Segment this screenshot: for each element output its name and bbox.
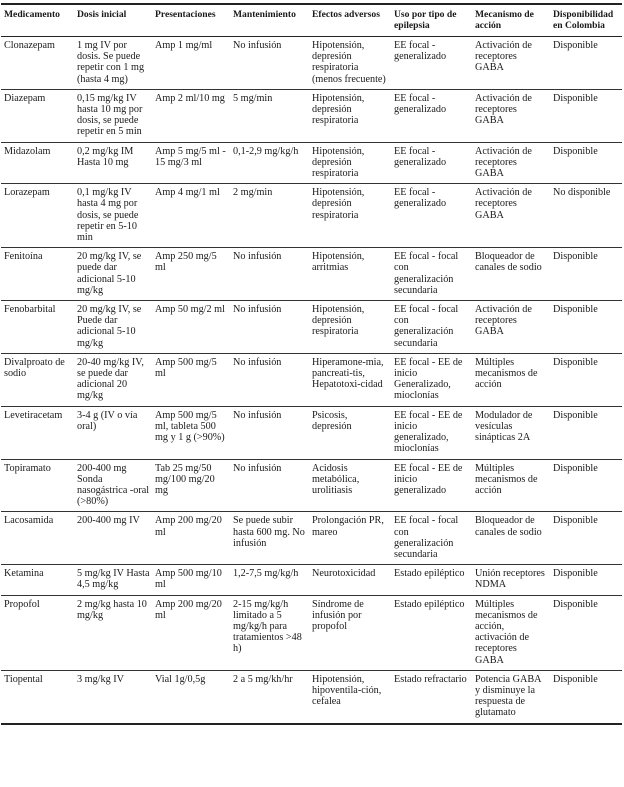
cell-disponibilidad: Disponible: [553, 409, 598, 421]
cell-dosis-inicial: 5 mg/kg IV Hasta 4,5 mg/kg: [77, 568, 150, 591]
cell-efectos-adversos: Hipotensión, depresión respiratoria: [312, 92, 365, 127]
cell-dosis-inicial: 20 mg/kg IV, se puede dar adicional 5-10 mg/kg: [77, 251, 142, 296]
cell-mantenimiento: 5 mg/min: [233, 92, 273, 104]
cell-uso-epilepsia: EE focal -generalizado: [394, 187, 447, 210]
table-row: [1, 184, 622, 248]
cell-mecanismo-accion: Múltiples mecanismos de acción: [475, 462, 538, 496]
cell-presentaciones: Amp 500 mg/5 ml, tableta 500 mg y 1 g (>90%): [155, 409, 225, 444]
cell-mantenimiento: Se puede subir hasta 600 mg. No infusión: [233, 515, 305, 549]
cell-dosis-inicial: 20-40 mg/kg IV, se puede dar adicional 20 mg/kg: [77, 356, 144, 402]
header-dosis-inicial: Dosis inicial: [77, 9, 127, 20]
table-row: [1, 248, 622, 301]
cell-efectos-adversos: Neurotoxicidad: [312, 568, 376, 580]
header-mecanismo-accion: Mecanismo de acción: [475, 9, 534, 31]
cell-disponibilidad: Disponible: [553, 568, 598, 580]
cell-presentaciones: Amp 250 mg/5 ml: [155, 251, 217, 274]
cell-presentaciones: Vial 1g/0,5g: [155, 673, 206, 685]
cell-uso-epilepsia: EE focal -generalizado: [394, 92, 447, 116]
cell-mecanismo-accion: Bloqueador de canales de sodio: [475, 515, 542, 538]
cell-mecanismo-accion: Activación de receptores GABA: [475, 92, 532, 127]
cell-mantenimiento: No infusión: [233, 251, 282, 263]
cell-uso-epilepsia: EE focal -generalizado: [394, 40, 447, 63]
cell-disponibilidad: Disponible: [553, 40, 598, 51]
cell-mantenimiento: No infusión: [233, 40, 282, 51]
cell-medicamento: Lorazepam: [4, 187, 50, 199]
cell-presentaciones: Amp 50 mg/2 ml: [155, 304, 225, 316]
cell-disponibilidad: Disponible: [553, 251, 598, 263]
cell-disponibilidad: Disponible: [553, 304, 598, 316]
cell-mantenimiento: No infusión: [233, 304, 282, 316]
cell-efectos-adversos: Psicosis, depresión: [312, 409, 352, 432]
cell-mecanismo-accion: Múltiples mecanismos de acción, activación de receptores GABA: [475, 598, 538, 666]
cell-mecanismo-accion: Activación de receptores GABA: [475, 304, 532, 338]
table-row: [1, 301, 622, 354]
table-header: [1, 4, 622, 37]
cell-uso-epilepsia: EE focal - EE de inicio generalizado, mioclonías: [394, 409, 463, 455]
cell-presentaciones: Amp 5 mg/5 ml - 15 mg/3 ml: [155, 145, 226, 168]
cell-dosis-inicial: 200-400 mg Sonda nasogástrica -oral (>80%): [77, 462, 150, 508]
cell-disponibilidad: Disponible: [553, 145, 598, 157]
cell-presentaciones: Amp 500 mg/10 ml: [155, 568, 222, 591]
table-body: [1, 37, 622, 724]
cell-presentaciones: Amp 4 mg/1 ml: [155, 187, 220, 199]
header-presentaciones: Presentaciones: [155, 9, 216, 20]
cell-presentaciones: Amp 1 mg/ml: [155, 40, 213, 51]
cell-mecanismo-accion: Unión receptores NDMA: [475, 568, 545, 591]
cell-medicamento: Fenobarbital: [4, 304, 56, 316]
cell-mecanismo-accion: Modulador de vesículas sinápticas 2A: [475, 409, 533, 444]
table-row: [1, 142, 622, 184]
cell-efectos-adversos: Síndrome de infusión por propofol: [312, 598, 364, 632]
cell-mecanismo-accion: Activación de receptores GABA: [475, 40, 532, 74]
cell-medicamento: Ketamina: [4, 568, 44, 580]
antiepileptic-drugs-table: [1, 3, 622, 725]
cell-disponibilidad: Disponible: [553, 673, 598, 685]
table-row: [1, 512, 622, 565]
cell-efectos-adversos: Hiperamone-mia, pancreati-tis, Hepatotoxi-cidad: [312, 356, 384, 391]
cell-uso-epilepsia: Estado epiléptico: [394, 598, 465, 610]
cell-medicamento: Topiramato: [4, 462, 51, 474]
header-uso-epilepsia: Uso por tipo de epilepsia: [394, 9, 457, 31]
cell-mecanismo-accion: Potencia GABA y disminuye la respuesta de glutamato: [475, 673, 541, 719]
cell-uso-epilepsia: EE focal - EE de inicio Generalizado, mioclonías: [394, 356, 463, 402]
cell-presentaciones: Amp 500 mg/5 ml: [155, 356, 217, 380]
cell-mantenimiento: No infusión: [233, 409, 282, 421]
cell-dosis-inicial: 0,15 mg/kg IV hasta 10 mg por dosis, se puede repetir en 5 min: [77, 92, 143, 138]
cell-medicamento: Lacosamida: [4, 515, 54, 527]
table-row: [1, 89, 622, 142]
cell-uso-epilepsia: EE focal - EE de inicio generalizado: [394, 462, 463, 496]
header-disponibilidad: Disponibilidad en Colombia: [553, 9, 614, 31]
cell-uso-epilepsia: EE focal - focal con generalización secundaria: [394, 304, 459, 349]
cell-medicamento: Diazepam: [4, 92, 46, 104]
header-efectos-adversos: Efectos adversos: [312, 9, 380, 20]
cell-medicamento: Fenitoína: [4, 251, 43, 263]
cell-mantenimiento: 1,2-7,5 mg/kg/h: [233, 568, 299, 580]
cell-disponibilidad: No disponible: [553, 187, 611, 199]
cell-uso-epilepsia: Estado epiléptico: [394, 568, 465, 580]
cell-uso-epilepsia: EE focal - focal con generalización secundaria: [394, 251, 459, 296]
cell-dosis-inicial: 20 mg/kg IV, se Puede dar adicional 5-10 mg/kg: [77, 304, 142, 349]
cell-mecanismo-accion: Bloqueador de canales de sodio: [475, 251, 542, 274]
header-medicamento: Medicamento: [4, 9, 60, 20]
cell-mecanismo-accion: Activación de receptores GABA: [475, 145, 532, 180]
cell-dosis-inicial: 1 mg IV por dosis. Se puede repetir con 1 mg (hasta 4 mg): [77, 40, 145, 85]
cell-efectos-adversos: Hipotensión, depresión respiratoria: [312, 304, 365, 338]
cell-medicamento: Tiopental: [4, 673, 43, 685]
cell-uso-epilepsia: EE focal -generalizado: [394, 145, 447, 168]
cell-disponibilidad: Disponible: [553, 462, 598, 474]
header-mantenimiento: Mantenimiento: [233, 9, 296, 20]
table-row: [1, 565, 622, 595]
cell-mantenimiento: 2 mg/min: [233, 187, 273, 199]
cell-dosis-inicial: 200-400 mg IV: [77, 515, 140, 527]
cell-efectos-adversos: Hipotensión, arritmias: [312, 251, 365, 274]
cell-efectos-adversos: Prolongación PR, mareo: [312, 515, 384, 538]
cell-efectos-adversos: Hipotensión, hipoventila-ción, cefalea: [312, 673, 382, 708]
table-row: [1, 670, 622, 723]
cell-uso-epilepsia: Estado refractario: [394, 673, 467, 685]
table-row: [1, 353, 622, 406]
cell-medicamento: Clonazepam: [4, 40, 55, 51]
cell-disponibilidad: Disponible: [553, 515, 598, 527]
cell-dosis-inicial: 0,2 mg/kg IM Hasta 10 mg: [77, 145, 134, 168]
cell-uso-epilepsia: EE focal - focal con generalización secundaria: [394, 515, 459, 560]
table-row: [1, 459, 622, 512]
cell-dosis-inicial: 3 mg/kg IV: [77, 673, 124, 685]
cell-medicamento: Propofol: [4, 598, 40, 610]
cell-mantenimiento: No infusión: [233, 462, 282, 474]
cell-presentaciones: Amp 200 mg/20 ml: [155, 598, 222, 621]
table-row: [1, 595, 622, 670]
cell-disponibilidad: Disponible: [553, 356, 598, 368]
cell-dosis-inicial: 2 mg/kg hasta 10 mg/kg: [77, 598, 147, 621]
cell-dosis-inicial: 3-4 g (IV o vía oral): [77, 409, 138, 432]
cell-efectos-adversos: Hipotensión, depresión respiratoria (menos frecuente): [312, 40, 386, 85]
cell-medicamento: Levetiracetam: [4, 409, 63, 421]
table-row: [1, 406, 622, 459]
cell-mantenimiento: No infusión: [233, 356, 282, 368]
cell-mecanismo-accion: Múltiples mecanismos de acción: [475, 356, 538, 391]
cell-disponibilidad: Disponible: [553, 598, 598, 610]
cell-mecanismo-accion: Activación de receptores GABA: [475, 187, 532, 221]
cell-efectos-adversos: Acidosis metabólica, urolitiasis: [312, 462, 360, 496]
table-row: [1, 37, 622, 90]
cell-presentaciones: Tab 25 mg/50 mg/100 mg/20 mg: [155, 462, 215, 496]
cell-mantenimiento: 2 a 5 mg/kh/hr: [233, 673, 293, 685]
cell-efectos-adversos: Hipotensión, depresión respiratoria: [312, 187, 365, 221]
cell-mantenimiento: 2-15 mg/kg/h limitado a 5 mg/kg/h para tratamientos >48 h): [233, 598, 302, 655]
cell-mantenimiento: 0,1-2,9 mg/kg/h: [233, 145, 299, 157]
cell-presentaciones: Amp 2 ml/10 mg: [155, 92, 225, 104]
cell-efectos-adversos: Hipotensión, depresión respiratoria: [312, 145, 365, 180]
cell-medicamento: Midazolam: [4, 145, 51, 157]
cell-disponibilidad: Disponible: [553, 92, 598, 104]
header-row: [1, 4, 622, 37]
cell-medicamento: Divalproato de sodio: [4, 356, 65, 380]
cell-dosis-inicial: 0,1 mg/kg IV hasta 4 mg por dosis, se puede repetir en 5-10 min: [77, 187, 139, 244]
cell-presentaciones: Amp 200 mg/20 ml: [155, 515, 222, 538]
